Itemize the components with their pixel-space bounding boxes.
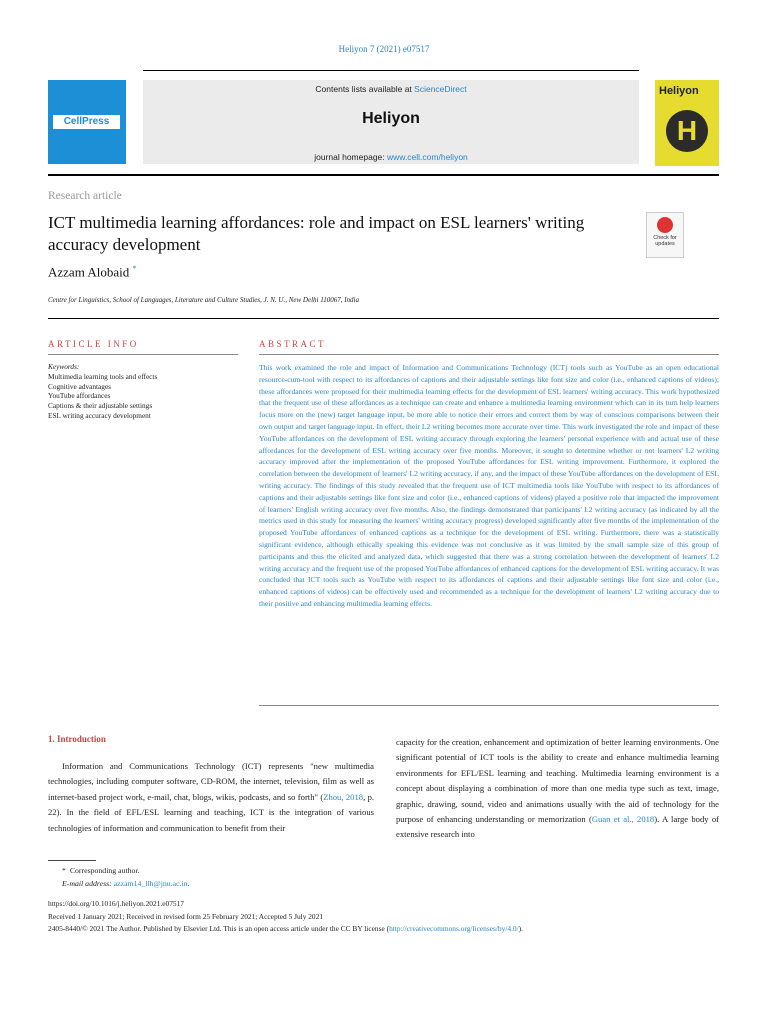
license-link[interactable]: http://creativecommons.org/licenses/by/4.0/ <box>389 924 519 933</box>
keywords-label: Keywords: <box>48 362 80 371</box>
license-text: 2405-8440/© 2021 The Author. Published by Elsevier Ltd. This is an open access article under the CC BY license ( <box>48 924 390 933</box>
footnote-rule <box>48 860 96 861</box>
section-heading-introduction: 1. Introduction <box>48 734 106 744</box>
contents-prefix: Contents lists available at <box>315 84 415 94</box>
intro-right-text-a: capacity for the creation, enhancement and optimization of better learning environments. One significant potential of ICT tools is the ability to create and enhance multimedia learning environments for EFL/ESL learning and teaching. Multimedia learning environment is a concept about displaying a combination of more than one media type such as text, image, graphic, drawing, sound, video and animations usually with the aid of technology for the purpose of enhancing understanding or memorization ( <box>396 737 719 825</box>
abstract-heading: ABSTRACT <box>259 339 327 349</box>
email-label: E-mail address: <box>62 879 114 888</box>
cover-h-icon: H <box>666 110 708 152</box>
doi-link[interactable]: https://doi.org/10.1016/j.heliyon.2021.e07517 <box>48 899 184 908</box>
check-for-updates-button[interactable] <box>646 212 684 258</box>
article-type: Research article <box>48 190 122 202</box>
info-rule <box>48 354 238 355</box>
contents-line <box>143 84 639 94</box>
cover-title: Heliyon <box>659 85 699 97</box>
check-updates-label: Check for updates <box>653 235 677 247</box>
abstract-rule-bottom <box>259 705 719 706</box>
email-link[interactable]: azzam14_llh@jnu.ac.in <box>113 879 188 888</box>
keyword-item: YouTube affordances <box>48 391 111 401</box>
author-line <box>48 264 136 280</box>
citation-guan-link[interactable]: Guan et al., 2018 <box>591 814 655 825</box>
keywords-block <box>48 362 238 421</box>
banner-rule <box>48 174 719 176</box>
abstract-rule <box>259 354 719 355</box>
author-footnote-mark[interactable]: * <box>132 264 137 273</box>
journal-banner <box>143 80 639 164</box>
footnote-mark: * <box>62 866 66 875</box>
intro-left-column <box>48 759 374 836</box>
keyword-item: Multimedia learning tools and effects <box>48 371 158 381</box>
homepage-prefix: journal homepage: <box>314 152 387 162</box>
cellpress-logo-text: CellPress <box>53 115 120 129</box>
cellpress-logo[interactable] <box>48 80 126 164</box>
license-end: ). <box>518 924 523 933</box>
affiliation: Centre for Linguistics, School of Languages, Literature and Culture Studies, J. N. U., New Delhi 110067, India <box>48 296 359 304</box>
intro-left-text-b: , p. 22). In the field of EFL/ESL learning and teaching, ICT is the integration of various technologies of information and communication to benefit from their <box>48 791 375 833</box>
journal-citation[interactable]: Heliyon 7 (2021) e07517 <box>338 44 430 54</box>
intro-right-column <box>396 735 719 843</box>
journal-name: Heliyon <box>362 110 420 127</box>
keyword-item: ESL writing accuracy development <box>48 410 151 420</box>
intro-left-text-a: Information and Communications Technology (ICT) represents "new multimedia technologies, including computer software, CD-ROM, the internet, television, film as well as internet-based project work, e-mail, chat, blogs, wikis, podcasts, and so forth" ( <box>48 761 374 802</box>
footnote-email <box>62 879 190 888</box>
journal-cover[interactable] <box>655 80 719 166</box>
keyword-item: Cognitive advantages <box>48 381 112 391</box>
abstract-text: This work examined the role and impact of Information and Communications Technology (ICT) tools such as YouTube as an open educational resource-cum-tool with respect to its affordances of captions and their adjustable settings like font size and color (i.e., enhanced captions of videos); these affordances were proposed for their multimedia learning effects for the development of ESL learners' writing accuracy. This work hypothesized that the frequent use of these affordances as a technique can create and enhance a multimedia learning environment which can in its turn help learners focus more on the (new) target language input, be more able to notice their errors and correct them by way of conscious comparisons between their own output and target language input. In effect, their L2 writing becomes more accurate over time. This work investigated the role and impact of these YouTube affordances on the development of ESL writing accuracy through exploring the learners' personal experience with and actual use of these affordances for the development of ESL writing accuracy over five months. Moreover, it sought to determine whether or not learners' L2 writing accuracy improved after the implementation of the proposed YouTube affordances for ESL writing improvement. Furthermore, it explored the correlation between the development of learners' L2 writing accuracy, if any, and the impact of these YouTube affordances on the development of ESL writing accuracy. The findings of this study revealed that the frequent use of ICT multimedia tools like YouTube with respect to its affordances of captions and their adjustable settings like font size and color (i.e., enhanced captions of videos) played a positive role that impacted the improvement of learners' English writing accuracy over five months. Also, the findings demonstrated that participants' L2 writing accuracy (as indicated by all the metrics used in this study for measuring the learners' writing accuracy progress) developed significantly after five months of the implementation of the proposed YouTube affordances of enhanced captions as a technique for the development of ESL writing. Furthermore, there was a statistically significant evidence, although ethically speaking this evidence was not conclusive as it was limited by the small sample size of this group of participants and thus the elicited and analyzed data, which suggested that there was a strong correlation between the development of learners' L2 writing accuracy and the frequent use of the proposed YouTube affordances of enhanced captions for the development of ESL writing accuracy. It was concluded that ICT tools such as YouTube with respect to its affordances of captions and their adjustable settings like font size and color (i.e., enhanced captions of videos) can be effectively used and recommended as a technique for the development of learners' L2 writing accuracy due to their positive and enhancing multimedia learning effects. <box>259 363 719 608</box>
email-end: . <box>187 879 190 888</box>
info-rule-top <box>48 318 719 319</box>
intro-right-text-b: ). A large body of extensive research into <box>396 814 719 840</box>
homepage-line <box>143 152 639 162</box>
keyword-item: Captions & their adjustable settings <box>48 401 153 411</box>
corresponding-label: Corresponding author. <box>69 866 140 875</box>
received-dates: Received 1 January 2021; Received in revised form 25 February 2021; Accepted 5 July 2021 <box>48 912 324 921</box>
license-line <box>48 924 523 933</box>
homepage-link[interactable]: www.cell.com/heliyon <box>387 152 468 162</box>
footnote-corresponding <box>62 866 140 875</box>
bookmark-icon <box>657 217 673 233</box>
sciencedirect-link[interactable]: ScienceDirect <box>414 84 467 94</box>
header-rule <box>143 70 639 71</box>
citation-zhou-link[interactable]: Zhou, 2018 <box>323 791 364 802</box>
article-title: ICT multimedia learning affordances: role and impact on ESL learners' writing accuracy development <box>48 213 585 254</box>
author-name: Azzam Alobaid <box>48 264 130 280</box>
article-info-heading: ARTICLE INFO <box>48 339 139 349</box>
